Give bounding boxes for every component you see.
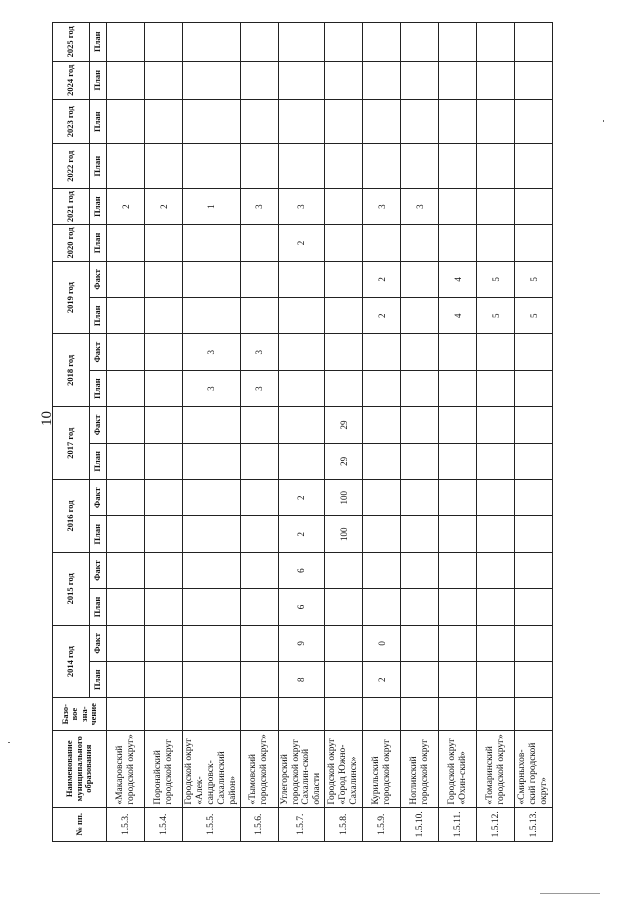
value-cell <box>240 552 278 588</box>
value-cell <box>278 443 325 479</box>
value-cell: 3 <box>401 188 439 224</box>
value-cell <box>515 370 553 406</box>
subheader-plan: План <box>90 99 107 143</box>
value-cell <box>401 662 439 698</box>
value-cell: 3 <box>183 334 241 370</box>
subheader-plan: План <box>90 589 107 625</box>
value-cell <box>401 480 439 516</box>
base-value-cell <box>325 698 363 730</box>
value-cell <box>439 480 477 516</box>
subheader-fact: Факт <box>90 552 107 588</box>
value-cell <box>363 516 401 552</box>
value-cell <box>325 225 363 261</box>
value-cell <box>145 370 183 406</box>
scan-speck <box>8 742 10 743</box>
row-number: 1.5.3. <box>107 807 145 841</box>
subheader-plan: План <box>90 516 107 552</box>
value-cell <box>401 99 439 143</box>
subheader-plan: План <box>90 144 107 188</box>
value-cell: 2 <box>107 188 145 224</box>
value-cell <box>439 334 477 370</box>
value-cell <box>240 261 278 297</box>
value-cell <box>515 188 553 224</box>
subheader-fact: Факт <box>90 480 107 516</box>
value-cell <box>240 662 278 698</box>
header-year: 2016 год <box>53 480 90 553</box>
value-cell <box>107 407 145 443</box>
indicator-table <box>52 22 553 842</box>
value-cell: 5 <box>477 261 515 297</box>
subheader-plan: План <box>90 61 107 99</box>
value-cell <box>278 261 325 297</box>
value-cell <box>183 261 241 297</box>
value-cell <box>477 516 515 552</box>
subheader-plan: План <box>90 662 107 698</box>
value-cell <box>439 589 477 625</box>
table-row <box>439 23 477 842</box>
header-year: 2022 год <box>53 144 90 188</box>
value-cell <box>363 552 401 588</box>
value-cell: 5 <box>477 298 515 334</box>
value-cell <box>278 99 325 143</box>
value-cell <box>325 261 363 297</box>
value-cell <box>515 23 553 62</box>
base-value-cell <box>477 698 515 730</box>
value-cell <box>107 480 145 516</box>
subheader-plan: План <box>90 225 107 261</box>
value-cell <box>107 443 145 479</box>
value-cell <box>439 516 477 552</box>
value-cell: 2 <box>278 225 325 261</box>
value-cell <box>107 370 145 406</box>
value-cell <box>477 61 515 99</box>
value-cell <box>401 516 439 552</box>
value-cell <box>240 516 278 552</box>
value-cell <box>145 407 183 443</box>
value-cell <box>439 144 477 188</box>
value-cell <box>183 480 241 516</box>
municipality-name: Городской округ «Алек-сандровск-Сахалинский район» <box>183 730 241 807</box>
municipality-name: «Макаровский городской округ» <box>107 730 145 807</box>
value-cell <box>145 589 183 625</box>
value-cell <box>107 261 145 297</box>
base-value-cell <box>145 698 183 730</box>
value-cell <box>477 480 515 516</box>
value-cell <box>477 443 515 479</box>
value-cell <box>145 23 183 62</box>
value-cell <box>145 662 183 698</box>
value-cell <box>515 443 553 479</box>
value-cell <box>401 144 439 188</box>
value-cell <box>145 298 183 334</box>
value-cell: 3 <box>240 370 278 406</box>
value-cell <box>439 625 477 661</box>
municipality-name: «Тымовский городской округ» <box>240 730 278 807</box>
value-cell <box>515 334 553 370</box>
value-cell <box>401 443 439 479</box>
value-cell <box>107 298 145 334</box>
header-base: Базо-вое зна-чение <box>53 698 107 730</box>
value-cell <box>107 662 145 698</box>
row-number: 1.5.6. <box>240 807 278 841</box>
value-cell <box>363 407 401 443</box>
row-number: 1.5.8. <box>325 807 363 841</box>
header-name: Наименование муниципального образования <box>53 730 107 807</box>
value-cell <box>515 625 553 661</box>
value-cell <box>363 225 401 261</box>
value-cell <box>439 552 477 588</box>
value-cell <box>240 443 278 479</box>
value-cell: 3 <box>363 188 401 224</box>
value-cell <box>325 662 363 698</box>
value-cell: 5 <box>515 261 553 297</box>
value-cell <box>145 261 183 297</box>
value-cell <box>325 334 363 370</box>
municipality-name: Углегорский городской округ Сахалин-ской области <box>278 730 325 807</box>
value-cell <box>401 589 439 625</box>
value-cell <box>240 99 278 143</box>
header-year: 2024 год <box>53 61 90 99</box>
value-cell <box>401 298 439 334</box>
value-cell <box>278 370 325 406</box>
value-cell <box>515 407 553 443</box>
value-cell <box>278 61 325 99</box>
value-cell <box>439 61 477 99</box>
row-number: 1.5.13. <box>515 807 553 841</box>
municipality-name: Ногликский городской округ <box>401 730 439 807</box>
value-cell: 3 <box>240 334 278 370</box>
subheader-fact: Факт <box>90 407 107 443</box>
value-cell <box>240 407 278 443</box>
value-cell <box>515 552 553 588</box>
value-cell <box>240 625 278 661</box>
value-cell <box>240 23 278 62</box>
value-cell <box>278 23 325 62</box>
value-cell <box>439 188 477 224</box>
value-cell <box>107 552 145 588</box>
value-cell: 8 <box>278 662 325 698</box>
value-cell <box>145 334 183 370</box>
value-cell <box>439 662 477 698</box>
value-cell <box>183 407 241 443</box>
table-row <box>240 23 278 842</box>
table-row <box>401 23 439 842</box>
value-cell <box>183 144 241 188</box>
value-cell <box>145 225 183 261</box>
value-cell: 3 <box>278 188 325 224</box>
value-cell <box>145 99 183 143</box>
value-cell <box>325 370 363 406</box>
value-cell <box>240 480 278 516</box>
value-cell: 2 <box>363 261 401 297</box>
value-cell <box>183 298 241 334</box>
base-value-cell <box>439 698 477 730</box>
value-cell <box>240 144 278 188</box>
municipality-name: Поронайский городской округ <box>145 730 183 807</box>
value-cell <box>515 61 553 99</box>
table-row <box>515 23 553 842</box>
value-cell <box>477 370 515 406</box>
base-value-cell <box>107 698 145 730</box>
value-cell <box>145 61 183 99</box>
value-cell <box>107 625 145 661</box>
municipality-name: «Томаринский городской округ» <box>477 730 515 807</box>
value-cell: 29 <box>325 443 363 479</box>
scan-speck <box>540 893 600 894</box>
value-cell <box>325 144 363 188</box>
table-row <box>363 23 401 842</box>
subheader-plan: План <box>90 23 107 62</box>
value-cell <box>145 443 183 479</box>
table-row <box>278 23 325 842</box>
header-year: 2018 год <box>53 334 90 407</box>
header-year: 2025 год <box>53 23 90 62</box>
value-cell <box>107 516 145 552</box>
value-cell <box>477 144 515 188</box>
header-year: 2015 год <box>53 552 90 625</box>
value-cell: 4 <box>439 298 477 334</box>
value-cell <box>515 144 553 188</box>
page-number: 10 <box>39 411 55 426</box>
row-number: 1.5.10. <box>401 807 439 841</box>
header-year: 2019 год <box>53 261 90 334</box>
base-value-cell <box>278 698 325 730</box>
value-cell <box>183 516 241 552</box>
base-value-cell <box>515 698 553 730</box>
header-year: 2020 год <box>53 225 90 261</box>
value-cell <box>401 370 439 406</box>
value-cell <box>325 61 363 99</box>
value-cell <box>240 225 278 261</box>
value-cell <box>477 188 515 224</box>
value-cell <box>477 625 515 661</box>
subheader-plan: План <box>90 298 107 334</box>
value-cell <box>325 589 363 625</box>
value-cell: 29 <box>325 407 363 443</box>
header-year: 2021 год <box>53 188 90 224</box>
table-row <box>145 23 183 842</box>
value-cell <box>477 589 515 625</box>
value-cell: 3 <box>240 188 278 224</box>
header-year: 2017 год <box>53 407 90 480</box>
value-cell <box>107 225 145 261</box>
row-number: 1.5.12. <box>477 807 515 841</box>
subheader-fact: Факт <box>90 334 107 370</box>
value-cell: 6 <box>278 589 325 625</box>
value-cell <box>439 407 477 443</box>
municipality-name: «Смирныхов-ский городской округ» <box>515 730 553 807</box>
value-cell: 3 <box>183 370 241 406</box>
value-cell: 2 <box>363 662 401 698</box>
value-cell: 2 <box>145 188 183 224</box>
header-year: 2014 год <box>53 625 90 698</box>
value-cell: 5 <box>515 298 553 334</box>
value-cell <box>107 589 145 625</box>
value-cell <box>515 589 553 625</box>
value-cell <box>477 334 515 370</box>
row-number: 1.5.5. <box>183 807 241 841</box>
municipality-name: Городской округ «Город Южно-Сахалинск» <box>325 730 363 807</box>
value-cell <box>145 552 183 588</box>
value-cell <box>401 23 439 62</box>
table-row <box>477 23 515 842</box>
value-cell <box>183 625 241 661</box>
value-cell <box>145 144 183 188</box>
value-cell: 6 <box>278 552 325 588</box>
value-cell <box>363 589 401 625</box>
value-cell <box>107 144 145 188</box>
value-cell <box>515 480 553 516</box>
value-cell <box>183 589 241 625</box>
value-cell <box>439 23 477 62</box>
municipality-name: Городской округ «Охин-ский» <box>439 730 477 807</box>
header-num: № пп. <box>53 807 107 841</box>
value-cell <box>278 334 325 370</box>
value-cell <box>363 144 401 188</box>
value-cell <box>515 225 553 261</box>
subheader-plan: План <box>90 370 107 406</box>
value-cell <box>477 662 515 698</box>
value-cell <box>145 480 183 516</box>
rotated-table-container <box>52 22 572 842</box>
subheader-plan: План <box>90 443 107 479</box>
value-cell <box>107 61 145 99</box>
row-number: 1.5.11. <box>439 807 477 841</box>
value-cell <box>107 334 145 370</box>
base-value-cell <box>363 698 401 730</box>
value-cell <box>183 23 241 62</box>
row-number: 1.5.7. <box>278 807 325 841</box>
value-cell: 0 <box>363 625 401 661</box>
value-cell <box>515 662 553 698</box>
value-cell <box>401 625 439 661</box>
value-cell <box>439 443 477 479</box>
base-value-cell <box>401 698 439 730</box>
value-cell <box>515 99 553 143</box>
value-cell: 2 <box>278 516 325 552</box>
municipality-name: Курильский городской округ <box>363 730 401 807</box>
value-cell <box>325 99 363 143</box>
value-cell <box>145 625 183 661</box>
value-cell <box>401 261 439 297</box>
value-cell <box>183 552 241 588</box>
value-cell: 4 <box>439 261 477 297</box>
value-cell <box>401 225 439 261</box>
value-cell <box>363 443 401 479</box>
value-cell <box>325 298 363 334</box>
value-cell <box>363 370 401 406</box>
value-cell <box>477 407 515 443</box>
value-cell <box>240 298 278 334</box>
table-row <box>325 23 363 842</box>
value-cell <box>401 407 439 443</box>
value-cell <box>183 225 241 261</box>
value-cell <box>515 516 553 552</box>
value-cell <box>439 225 477 261</box>
value-cell <box>183 662 241 698</box>
value-cell <box>278 298 325 334</box>
table-row <box>183 23 241 842</box>
value-cell <box>363 23 401 62</box>
value-cell <box>363 334 401 370</box>
value-cell <box>363 61 401 99</box>
row-number: 1.5.9. <box>363 807 401 841</box>
value-cell <box>325 188 363 224</box>
value-cell <box>325 552 363 588</box>
scan-speck <box>603 120 604 122</box>
value-cell <box>107 23 145 62</box>
value-cell <box>278 407 325 443</box>
base-value-cell <box>240 698 278 730</box>
value-cell <box>401 61 439 99</box>
value-cell <box>439 370 477 406</box>
value-cell <box>240 589 278 625</box>
value-cell <box>325 23 363 62</box>
value-cell <box>325 625 363 661</box>
subheader-fact: Факт <box>90 625 107 661</box>
subheader-plan: План <box>90 188 107 224</box>
header-year: 2023 год <box>53 99 90 143</box>
value-cell: 2 <box>363 298 401 334</box>
value-cell <box>477 23 515 62</box>
value-cell <box>183 443 241 479</box>
base-value-cell <box>183 698 241 730</box>
subheader-fact: Факт <box>90 261 107 297</box>
value-cell <box>363 480 401 516</box>
value-cell: 9 <box>278 625 325 661</box>
value-cell <box>363 99 401 143</box>
value-cell <box>439 99 477 143</box>
value-cell <box>183 99 241 143</box>
value-cell <box>477 225 515 261</box>
value-cell <box>477 552 515 588</box>
value-cell <box>107 99 145 143</box>
value-cell <box>183 61 241 99</box>
value-cell <box>145 516 183 552</box>
value-cell: 100 <box>325 480 363 516</box>
value-cell <box>401 552 439 588</box>
value-cell <box>477 99 515 143</box>
value-cell <box>240 61 278 99</box>
value-cell <box>401 334 439 370</box>
value-cell: 1 <box>183 188 241 224</box>
value-cell: 2 <box>278 480 325 516</box>
value-cell <box>278 144 325 188</box>
table-row <box>107 23 145 842</box>
value-cell: 100 <box>325 516 363 552</box>
row-number: 1.5.4. <box>145 807 183 841</box>
